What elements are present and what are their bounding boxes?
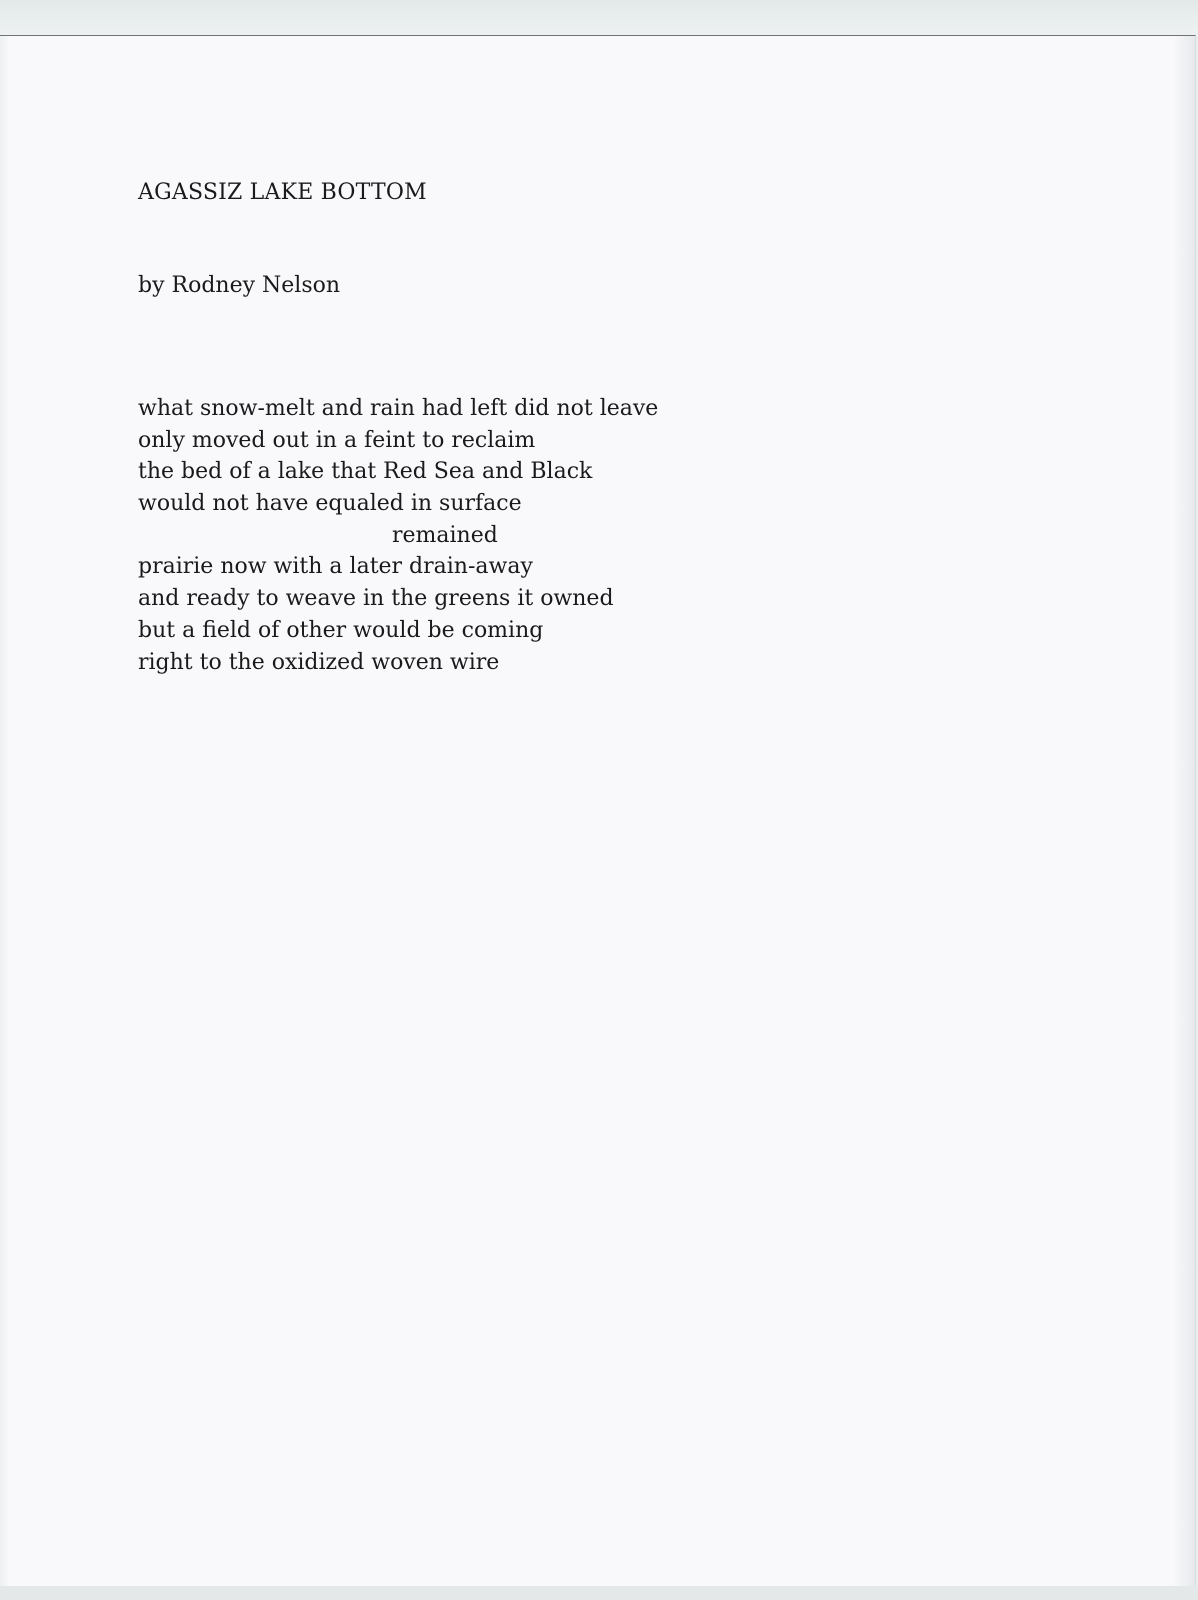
poem-body	[138, 393, 658, 678]
paper-page	[0, 35, 1196, 1586]
scan-background-bottom	[0, 1586, 1198, 1600]
poem-line: prairie now with a later drain-away	[138, 554, 533, 580]
scan-background-top	[0, 0, 1198, 36]
poem-title: AGASSIZ LAKE BOTTOM	[138, 180, 427, 205]
poem-line: and ready to weave in the greens it owned	[138, 586, 614, 612]
poem-line: but a field of other would be coming	[138, 617, 544, 643]
page-edge-shadow-right	[1173, 36, 1195, 1586]
poem-line: right to the oxidized woven wire	[138, 649, 500, 675]
poem-line: only moved out in a feint to reclaim	[138, 427, 536, 453]
poem-line: what snow-melt and rain had left did not leave	[138, 396, 659, 421]
poem-byline: by Rodney Nelson	[138, 273, 341, 298]
poem-line-indented: remained	[392, 522, 498, 548]
page-edge-shadow-left	[0, 36, 10, 1586]
poem-line: the bed of a lake that Red Sea and Black	[138, 459, 593, 485]
poem-line: would not have equaled in surface	[138, 491, 522, 517]
